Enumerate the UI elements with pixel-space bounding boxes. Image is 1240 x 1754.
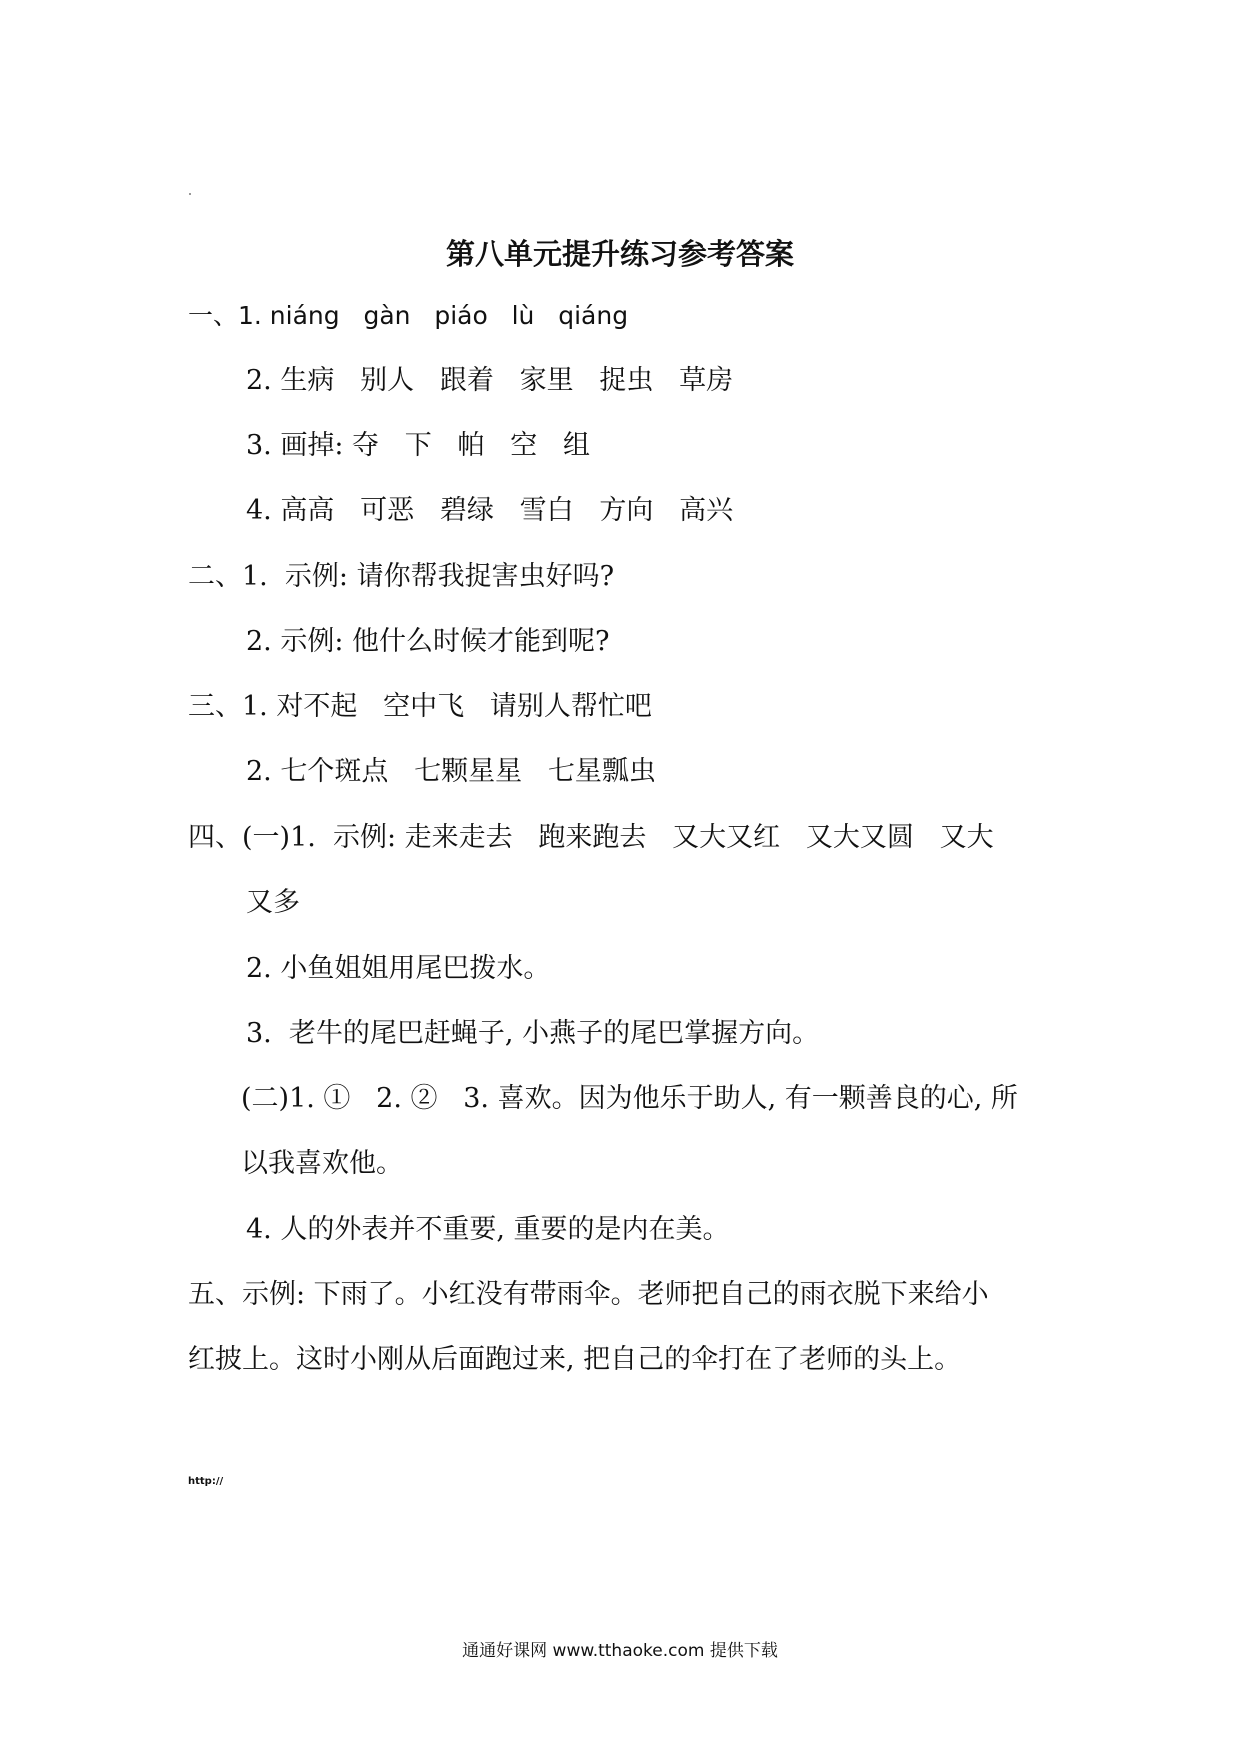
answer-line-2-2: 2. 示例: 他什么时候才能到呢? (246, 626, 610, 657)
answer-line-4-b4: 4. 人的外表并不重要, 重要的是内在美。 (246, 1214, 730, 1245)
answer-line-4-b1-cont: 以我喜欢他。 (241, 1148, 403, 1179)
answer-line-4-3: 3. 老牛的尾巴赶蝇子, 小燕子的尾巴掌握方向。 (246, 1018, 820, 1049)
answer-line-1-3: 3. 画掉: 夺 下 帕 空 组 (246, 430, 591, 461)
footer-credit: 通通好课网 www.tthaoke.com 提供下载 (462, 1641, 778, 1661)
answer-line-3-2: 2. 七个斑点 七颗星星 七星瓢虫 (246, 756, 656, 787)
url-fragment: http:// (188, 1476, 224, 1487)
answer-line-4-1-cont: 又多 (246, 887, 300, 918)
answer-line-4-1: 四、(一)1. 示例: 走来走去 跑来跑去 又大又红 又大又圆 又大 (188, 822, 994, 853)
answer-line-4-2: 2. 小鱼姐姐用尾巴拨水。 (246, 953, 551, 984)
scan-speck (189, 193, 191, 195)
answer-line-4-b1: (二)1. ① 2. ② 3. 喜欢。因为他乐于助人, 有一颗善良的心, 所 (241, 1083, 1018, 1114)
answer-line-1-2: 2. 生病 别人 跟着 家里 捉虫 草房 (246, 365, 734, 396)
answer-line-2-1: 二、1. 示例: 请你帮我捉害虫好吗? (188, 561, 615, 592)
answer-line-1-4: 4. 高高 可恶 碧绿 雪白 方向 高兴 (246, 495, 734, 526)
answer-line-1-1: 一、1. niáng gàn piáo lù qiáng (188, 301, 629, 330)
answer-line-5-cont: 红披上。这时小刚从后面跑过来, 把自己的伞打在了老师的头上。 (188, 1344, 962, 1375)
answer-line-5: 五、示例: 下雨了。小红没有带雨伞。老师把自己的雨衣脱下来给小 (188, 1279, 989, 1310)
page-title: 第八单元提升练习参考答案 (445, 237, 794, 271)
answer-line-3-1: 三、1. 对不起 空中飞 请别人帮忙吧 (188, 691, 652, 722)
